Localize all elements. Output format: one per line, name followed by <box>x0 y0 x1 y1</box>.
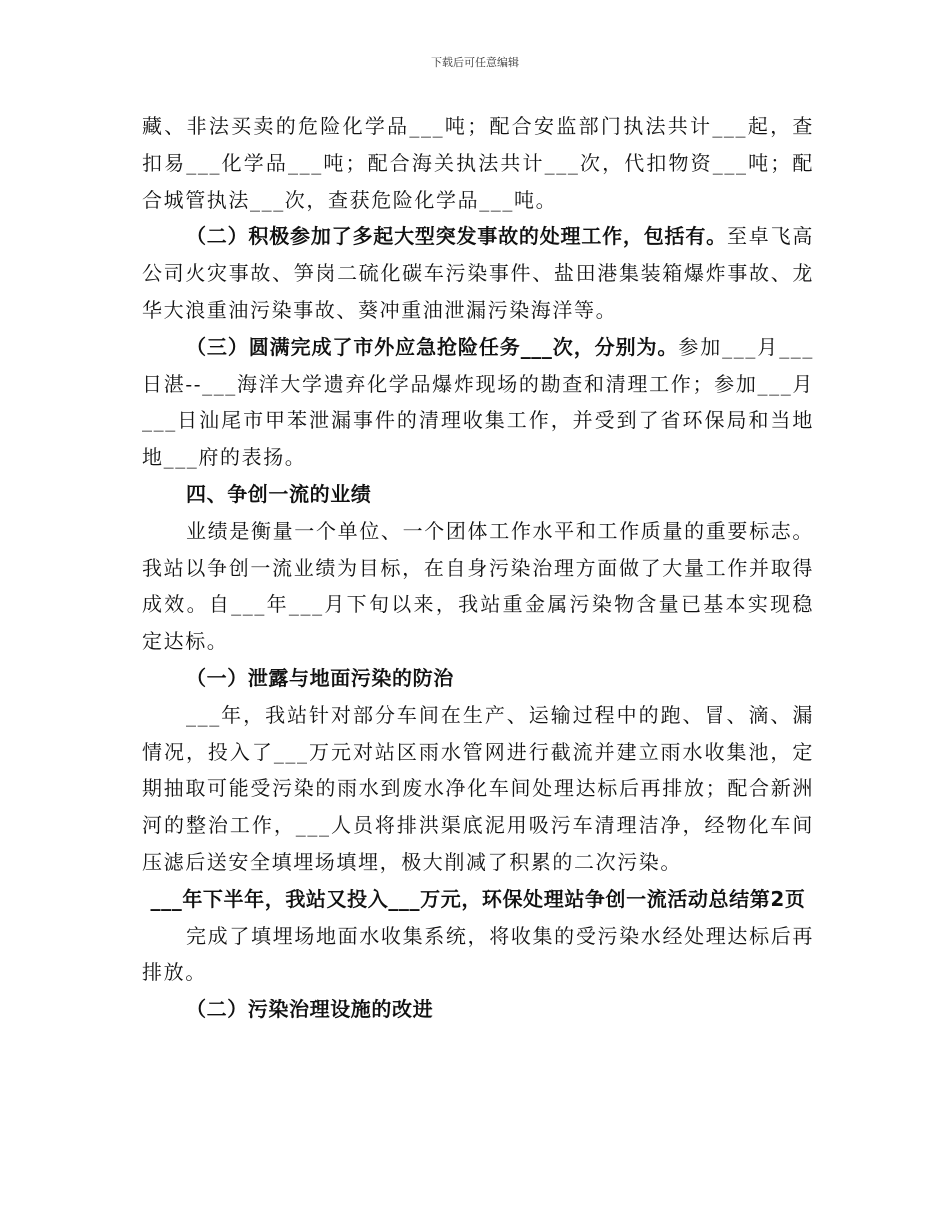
paragraph-leak-prevention: ___年，我站针对部分车间在生产、运输过程中的跑、冒、滴、漏情况，投入了___万元对站区雨水管网进行截流并建立雨水收集池，定期抽取可能受污染的雨水到废水净化车间处理达标后再排放；配合新洲河的整治工作，___人员将排洪渠底泥用吸污车清理洁净，经物化车间压滤后送安全填埋场填埋，极大削减了积累的二次污染。 <box>142 702 814 874</box>
document-body <box>142 108 814 1028</box>
paragraph-hazardous-enforcement: 藏、非法买卖的危险化学品___吨；配合安监部门执法共计___起，查扣易___化学品___吨；配合海关执法共计___次，代扣物资___吨；配合城管执法___次，查获危险化学品___吨。 <box>142 114 814 212</box>
subheading-emergency-accidents: （二）积极参加了多起大型突发事故的处理工作，包括有。 <box>186 224 727 249</box>
subheading-external-rescue: （三）圆满完成了市外应急抢险任务___次，分别为。 <box>186 334 679 359</box>
paragraph-emergency-accidents-text: 至卓飞高公司火灾事故、笋岗二硫化碳车污染事件、盐田港集装箱爆炸事故、龙华大浪重油污染事故、葵冲重油泄漏污染海洋等。 <box>142 224 814 322</box>
paragraph-external-rescue-text: 参加___月___日湛--___海洋大学遗弃化学品爆炸现场的勘查和清理工作；参加___月___日汕尾市甲苯泄漏事件的清理收集工作，并受到了省环保局和当地地___府的表扬。 <box>142 334 815 470</box>
section-heading-performance: 四、争创一流的业绩 <box>186 481 372 506</box>
page-title-line: ___年下半年，我站又投入___万元，环保处理站争创一流活动总结第2页 <box>150 886 806 911</box>
subheading-leak-prevention: （一）泄露与地面污染的防治 <box>186 665 454 690</box>
paragraph-water-collection: 完成了填埋场地面水收集系统，将收集的受污染水经处理达标后再排放。 <box>142 923 814 985</box>
subheading-facility-improvement: （二）污染治理设施的改进 <box>186 997 434 1022</box>
paragraph-emergency-accidents <box>142 218 814 328</box>
paragraph-performance: 业绩是衡量一个单位、一个团体工作水平和工作质量的重要标志。我站以争创一流业绩为目标，在自身污染治理方面做了大量工作并取得成效。自___年___月下旬以来，我站重金属污染物含量已基本实现稳定达标。 <box>142 518 814 654</box>
page-header: 下载后可任意编辑 <box>431 56 519 69</box>
paragraph-external-rescue <box>142 329 814 476</box>
